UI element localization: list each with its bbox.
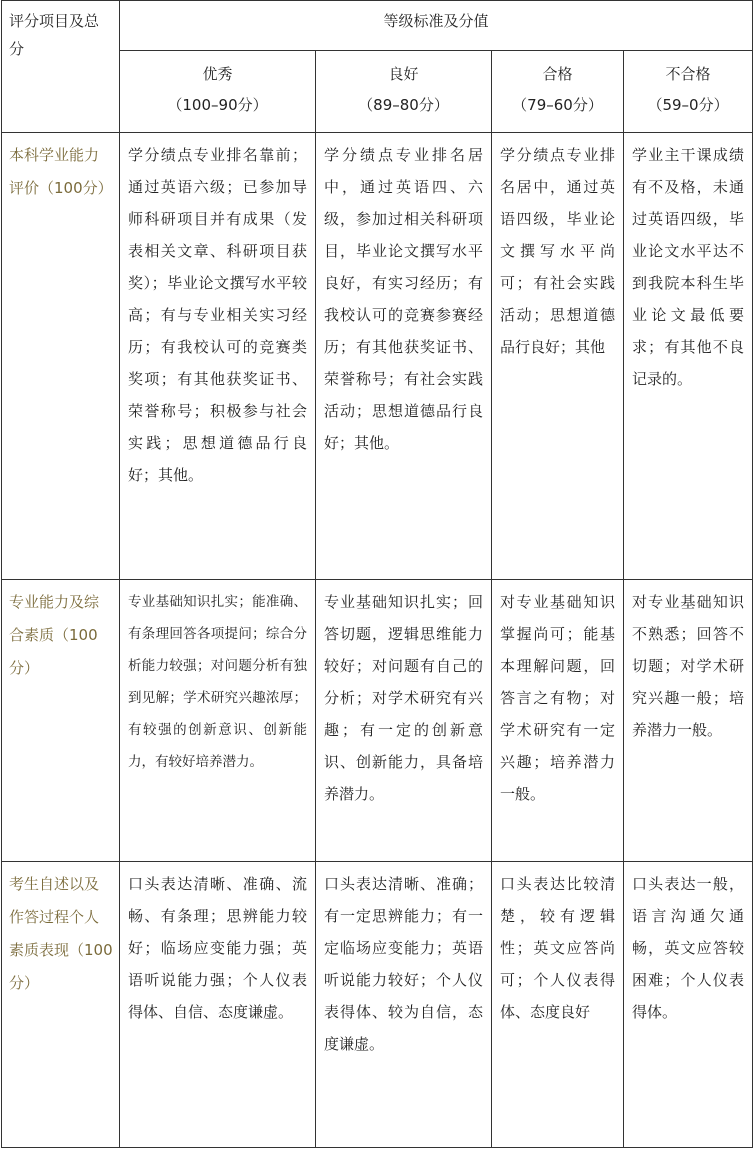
cell-pass: 对专业基础知识掌握尚可；能基本理解问题，回答言之有物；对学术研究有一定兴趣；培养潜力一般。	[492, 580, 624, 862]
level-name: 优秀	[202, 65, 233, 83]
grading-standards-table	[1, 0, 753, 1148]
cell-excellent: 口头表达清晰、准确、流畅、有条理；思辨能力较好；临场应变能力强；英语听说能力强；个人仪表得体、自信、态度谦虚。	[120, 862, 316, 1148]
header-level-fail	[624, 51, 753, 133]
header-level-pass	[492, 51, 624, 133]
level-range: （100–90分）	[167, 96, 268, 114]
header-item-total-label: 评分项目及总分	[9, 12, 100, 58]
cell-fail: 学业主干课成绩有不及格，未通过英语四级，毕业论文水平达不到我院本科生毕业论文最低要求；有其他不良记录的。	[624, 133, 753, 580]
cell-pass: 口头表达比较清楚，较有逻辑性；英文应答尚可；个人仪表得体、态度良好	[492, 862, 624, 1148]
cell-pass: 学分绩点专业排名居中，通过英语四级，毕业论文撰写水平尚可；有社会实践活动；思想道德品行良好；其他	[492, 133, 624, 580]
level-name: 不合格	[665, 65, 711, 83]
cell-fail: 口头表达一般，语言沟通欠通畅，英文应答较困难；个人仪表得体。	[624, 862, 753, 1148]
level-range: （89–80分）	[358, 96, 449, 114]
cell-excellent: 学分绩点专业排名靠前；通过英语六级；已参加导师科研项目并有成果（发表相关文章、科研项目获奖）；毕业论文撰写水平较高；有与专业相关实习经历；有我校认可的竞赛类奖项；有其他获奖证书、荣誉称号；积极参与社会实践；思想道德品行良好；其他。	[120, 133, 316, 580]
level-range: （79–60分）	[512, 96, 603, 114]
level-range: （59–0分）	[647, 96, 729, 114]
header-standard	[120, 1, 753, 51]
cell-fail: 对专业基础知识不熟悉；回答不切题；对学术研究兴趣一般；培养潜力一般。	[624, 580, 753, 862]
header-level-excellent	[120, 51, 316, 133]
row-label-personal: 考生自述以及作答过程个人素质表现（100分）	[2, 862, 120, 1148]
table-row	[2, 133, 753, 580]
table-row	[2, 580, 753, 862]
table-row	[2, 862, 753, 1148]
cell-good: 口头表达清晰、准确；有一定思辨能力；有一定临场应变能力；英语听说能力较好；个人仪表得体、较为自信，态度谦虚。	[316, 862, 492, 1148]
cell-excellent: 专业基础知识扎实；能准确、有条理回答各项提问；综合分析能力较强；对问题分析有独到见解；学术研究兴趣浓厚；有较强的创新意识、创新能力，有较好培养潜力。	[120, 580, 316, 862]
row-label-academic: 本科学业能力评价（100分）	[2, 133, 120, 580]
level-name: 良好	[388, 65, 419, 83]
cell-good: 专业基础知识扎实；回答切题，逻辑思维能力较好；对问题有自己的分析；对学术研究有兴趣；有一定的创新意识、创新能力，具备培养潜力。	[316, 580, 492, 862]
level-name: 合格	[542, 65, 573, 83]
header-level-good	[316, 51, 492, 133]
header-item-total	[2, 1, 120, 133]
header-standard-label: 等级标准及分值	[383, 12, 489, 30]
row-label-professional: 专业能力及综合素质（100分）	[2, 580, 120, 862]
cell-good: 学分绩点专业排名居中，通过英语四、六级，参加过相关科研项目，毕业论文撰写水平良好，有实习经历；有我校认可的竞赛参赛经历；有其他获奖证书、荣誉称号；有社会实践活动；思想道德品行良好；其他。	[316, 133, 492, 580]
